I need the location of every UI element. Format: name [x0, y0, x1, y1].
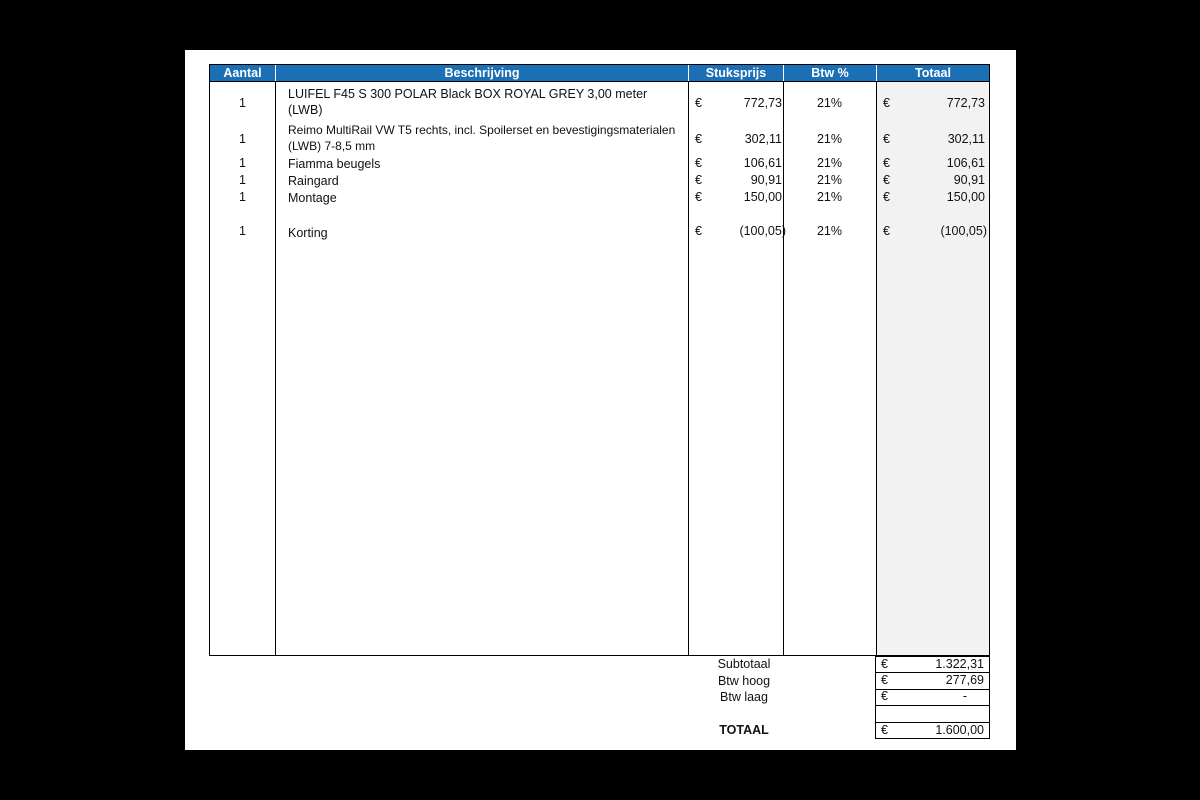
- header-btw: Btw %: [811, 66, 849, 80]
- subtotaal-value: 1.322,31: [935, 657, 984, 671]
- row-btw: 21%: [816, 190, 843, 204]
- row-price: 150,00: [743, 190, 782, 204]
- currency-symbol: €: [695, 173, 702, 187]
- row-description: Raingard: [288, 174, 339, 188]
- btw-hoog-value: 277,69: [945, 673, 984, 687]
- row-description: Reimo MultiRail VW T5 rechts, incl. Spoilerset en bevestigingsmaterialen (LWB) 7-8,5 mm: [288, 123, 676, 153]
- table-header: [209, 64, 990, 82]
- row-btw: 21%: [816, 156, 843, 170]
- header-totaal: Totaal: [915, 66, 951, 80]
- row-aantal: 1: [239, 173, 246, 187]
- header-aantal: Aantal: [223, 66, 262, 80]
- currency-symbol: €: [695, 132, 702, 146]
- row-description: Korting: [288, 226, 328, 240]
- btw-laag-label: Btw laag: [720, 690, 768, 704]
- row-aantal: 1: [239, 156, 246, 170]
- summary-spacer: [209, 706, 990, 722]
- currency-symbol: €: [881, 723, 888, 737]
- row-aantal: 1: [239, 190, 246, 204]
- invoice-table: [209, 64, 990, 737]
- row-total: 106,61: [946, 156, 985, 170]
- subtotaal-label: Subtotaal: [717, 657, 771, 671]
- row-total: 150,00: [946, 190, 985, 204]
- totaal-label: TOTAAL: [719, 723, 769, 737]
- row-btw: 21%: [816, 96, 843, 110]
- row-price: 106,61: [743, 156, 782, 170]
- currency-symbol: €: [883, 224, 890, 238]
- currency-symbol: €: [883, 156, 890, 170]
- row-description: Montage: [288, 191, 337, 205]
- row-total: 302,11: [947, 132, 985, 146]
- row-aantal: 1: [239, 96, 246, 110]
- summary-btw-hoog: [209, 673, 990, 689]
- row-aantal: 1: [239, 224, 246, 238]
- currency-symbol: €: [881, 689, 888, 703]
- summary-totaal: [209, 722, 990, 738]
- currency-symbol: €: [881, 657, 888, 671]
- currency-symbol: €: [695, 96, 702, 110]
- row-btw: 21%: [816, 173, 843, 187]
- row-price: (100,05): [739, 224, 786, 238]
- summary-btw-laag: [209, 689, 990, 705]
- currency-symbol: €: [881, 673, 888, 687]
- totaal-value: 1.600,00: [935, 723, 984, 737]
- row-price: 90,91: [750, 173, 782, 187]
- row-total: 90,91: [953, 173, 985, 187]
- currency-symbol: €: [883, 173, 890, 187]
- currency-symbol: €: [695, 156, 702, 170]
- row-total: (100,05): [940, 224, 987, 238]
- row-btw: 21%: [816, 132, 843, 146]
- row-aantal: 1: [239, 132, 246, 146]
- summary-subtotaal: [209, 656, 990, 672]
- currency-symbol: €: [883, 190, 890, 204]
- btw-laag-value: -: [962, 689, 967, 703]
- table-body: [209, 82, 990, 656]
- currency-symbol: €: [695, 224, 702, 238]
- row-total: 772,73: [946, 96, 985, 110]
- btw-hoog-label: Btw hoog: [717, 674, 771, 688]
- row-btw: 21%: [816, 224, 843, 238]
- header-stuksprijs: Stuksprijs: [705, 66, 767, 80]
- currency-symbol: €: [695, 190, 702, 204]
- row-price: 302,11: [744, 132, 782, 146]
- row-price: 772,73: [743, 96, 782, 110]
- currency-symbol: €: [883, 96, 890, 110]
- row-description: LUIFEL F45 S 300 POLAR Black BOX ROYAL GREY 3,00 meter (LWB): [288, 87, 648, 117]
- currency-symbol: €: [883, 132, 890, 146]
- invoice-sheet: [185, 50, 1016, 750]
- header-beschrijving: Beschrijving: [444, 66, 520, 80]
- row-description: Fiamma beugels: [288, 157, 381, 171]
